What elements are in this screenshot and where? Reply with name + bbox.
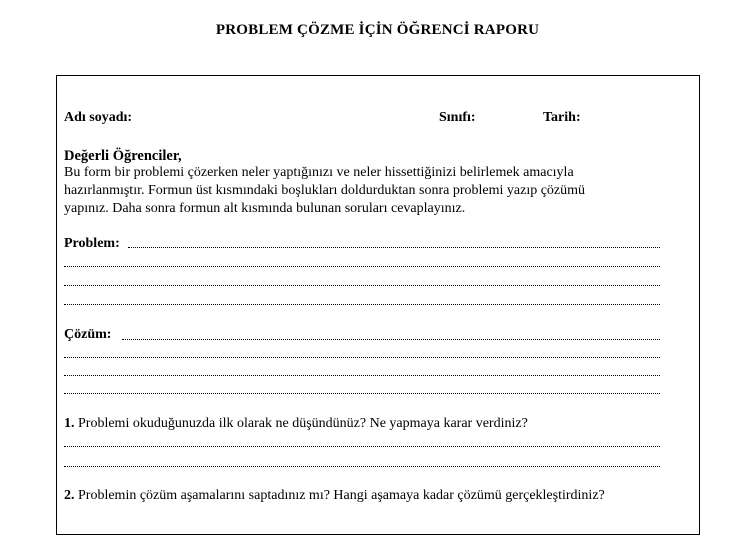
problem-line-2[interactable] — [64, 266, 660, 267]
solution-line-1[interactable] — [122, 339, 660, 340]
intro-line-2: hazırlanmıştır. Formun üst kısmındaki boşlukları doldurduktan sonra problemi yazıp çözümü — [64, 183, 586, 198]
page-title: PROBLEM ÇÖZME İÇİN ÖĞRENCİ RAPORU — [215, 22, 540, 38]
question-1-number: 1. — [64, 416, 75, 431]
greeting: Değerli Öğrenciler, — [64, 148, 182, 164]
problem-line-4[interactable] — [64, 304, 660, 305]
question-2-text: Problemin çözüm aşamalarını saptadınız mı? Hangi aşamaya kadar çözümü gerçekleştirdiniz? — [78, 488, 605, 503]
intro-line-1: Bu form bir problemi çözerken neler yaptığınızı ve neler hissettiğinizi belirlemek amacıyla — [64, 165, 574, 180]
question-2-number: 2. — [64, 488, 75, 503]
answer-1-line-1[interactable] — [64, 446, 660, 447]
date-label: Tarih: — [543, 110, 581, 125]
solution-label: Çözüm: — [64, 327, 112, 342]
class-label: Sınıfı: — [439, 110, 476, 125]
name-label: Adı soyadı: — [64, 110, 133, 125]
solution-line-2[interactable] — [64, 357, 660, 358]
question-2 — [64, 488, 605, 504]
answer-1-line-2[interactable] — [64, 466, 660, 467]
question-1-text: Problemi okuduğunuzda ilk olarak ne düşündünüz? Ne yapmaya karar verdiniz? — [78, 416, 528, 431]
problem-label: Problem: — [64, 236, 120, 251]
intro-line-3: yapınız. Daha sonra formun alt kısmında bulunan soruları cevaplayınız. — [64, 201, 466, 216]
problem-line-1[interactable] — [128, 247, 660, 248]
question-1 — [64, 416, 528, 432]
solution-line-3[interactable] — [64, 375, 660, 376]
problem-line-3[interactable] — [64, 285, 660, 286]
solution-line-4[interactable] — [64, 393, 660, 394]
